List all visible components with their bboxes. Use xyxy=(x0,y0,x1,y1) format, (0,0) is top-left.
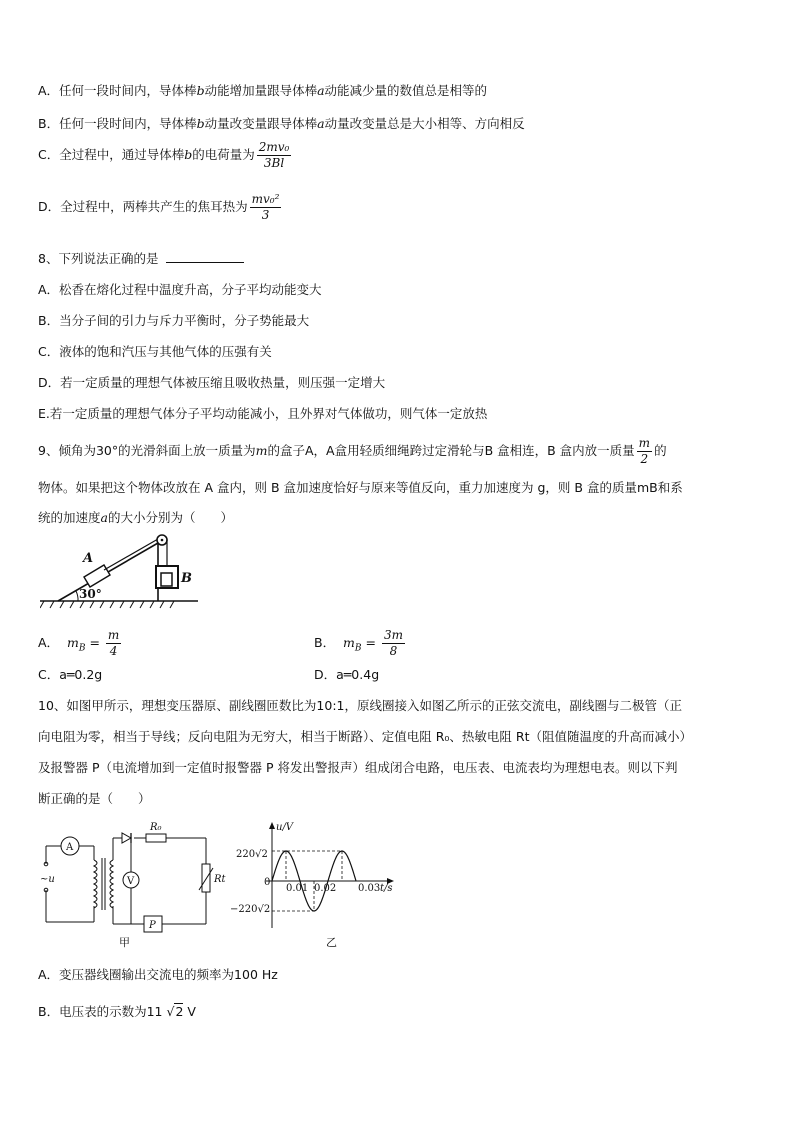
alarm-label: P xyxy=(149,920,156,931)
q9-stem-line2: 物体。如果把这个物体改放在 A 盒内，则 B 盒加速度恰好与原来等值反向，重力加速度为 g，则 B 盒的质量mB和系 xyxy=(38,480,683,495)
circuit-diagram xyxy=(36,820,236,950)
angle-label: 30° xyxy=(79,587,102,601)
q8-option-e: E.若一定质量的理想气体分子平均动能减小，且外界对气体做功，则气体一定放热 xyxy=(38,406,488,421)
q9-option-d: D．a═0.4g xyxy=(314,667,380,682)
box-a-label: A xyxy=(83,551,94,566)
q10-stem-line4: 断正确的是（ ） xyxy=(38,791,151,806)
q7-option-d: D．全过程中，两棒共产生的焦耳热为 $\frac{\text{mv₀²}}{3}$ xyxy=(38,192,280,222)
q7-option-b: B．任何一段时间内，导体棒b动量改变量跟导体棒a动量改变量总是大小相等、方向相反 xyxy=(38,116,525,131)
q9-mass-fraction: $\frac{m}{2}$ xyxy=(638,436,651,466)
q10-stem-line1: 10、如图甲所示，理想变压器原、副线圈匝数比为10:1，原线圈接入如图乙所示的正弦交流电，副线圈与二极管（正 xyxy=(38,698,682,713)
origin-label: 0 xyxy=(264,877,271,888)
q8-option-c: C．液体的饱和汽压与其他气体的压强有关 xyxy=(38,344,272,359)
x-tick-0-01: 0.01 xyxy=(286,883,309,894)
figure-caption-jia: 甲 xyxy=(119,936,130,949)
y-axis-label: u/V xyxy=(276,822,294,833)
answer-blank xyxy=(166,250,244,263)
q9-option-b: B． $m_B$ = $\frac{3m}{8}$ xyxy=(314,628,403,658)
q7-d-fraction: $\frac{\text{mv₀²}}{3}$ xyxy=(251,192,280,222)
q10-stem-line3: 及报警器 P（电流增加到一定值时报警器 P 将发出警报声）组成闭合电路，电压表、电流表均为理想电表。则以下判 xyxy=(38,760,678,775)
x-axis-label: t/s xyxy=(380,883,393,894)
ammeter-label: A xyxy=(66,842,74,853)
q9-option-c: C．a═0.2g xyxy=(38,667,103,682)
q10-stem-line2: 向电阻为零，相当于导线；反向电阻为无穷大，相当于断路）、定值电阻 R₀、热敏电阻 Rt（阻值随温度的升高而减小） xyxy=(38,729,692,744)
figure-caption-yi: 乙 xyxy=(326,936,337,949)
x-tick-0-02: 0.02 xyxy=(314,883,337,894)
q10-option-a: A．变压器线圈输出交流电的频率为100 Hz xyxy=(38,967,278,982)
voltmeter-label: V xyxy=(127,876,135,887)
q8-stem: 8、下列说法正确的是 xyxy=(38,250,244,268)
q8-option-d: D．若一定质量的理想气体被压缩且吸收热量，则压强一定增大 xyxy=(38,375,386,390)
q9-stem-line3: 统的加速度a的大小分别为（ ） xyxy=(38,510,233,525)
box-b-label: B xyxy=(181,571,192,586)
y-tick-negative: −220√2 xyxy=(230,904,271,915)
q10-option-b: B．电压表的示数为11 √2 V xyxy=(38,1004,196,1019)
source-label: ~u xyxy=(40,874,55,885)
q8-option-b: B．当分子间的引力与斥力平衡时，分子势能最大 xyxy=(38,313,310,328)
q7-option-c: C．全过程中，通过导体棒b的电荷量为 $\frac{\text{2mv₀}}{3Bl}$ xyxy=(38,140,290,170)
q7-c-fraction: $\frac{\text{2mv₀}}{3Bl}$ xyxy=(258,140,290,170)
incline-pulley-figure xyxy=(40,530,200,610)
waveform-chart xyxy=(226,818,406,950)
q9-stem-line1: 9、倾角为30°的光滑斜面上放一质量为m的盒子A，A盒用轻质细绳跨过定滑轮与B 盒相连，B 盒内放一质量 $\frac{m}{2}$ 的 xyxy=(38,436,667,466)
y-tick-positive: 220√2 xyxy=(236,849,268,860)
r0-label: R₀ xyxy=(150,822,162,833)
q9-option-a: A． $m_B$ = $\frac{m}{4}$ xyxy=(38,628,120,658)
rt-label: Rt xyxy=(214,874,226,885)
q7-option-a: A．任何一段时间内，导体棒b动能增加量跟导体棒a动能减少量的数值总是相等的 xyxy=(38,83,488,98)
x-tick-0-03: 0.03 xyxy=(358,883,381,894)
q8-option-a: A．松香在熔化过程中温度升高，分子平均动能变大 xyxy=(38,282,322,297)
